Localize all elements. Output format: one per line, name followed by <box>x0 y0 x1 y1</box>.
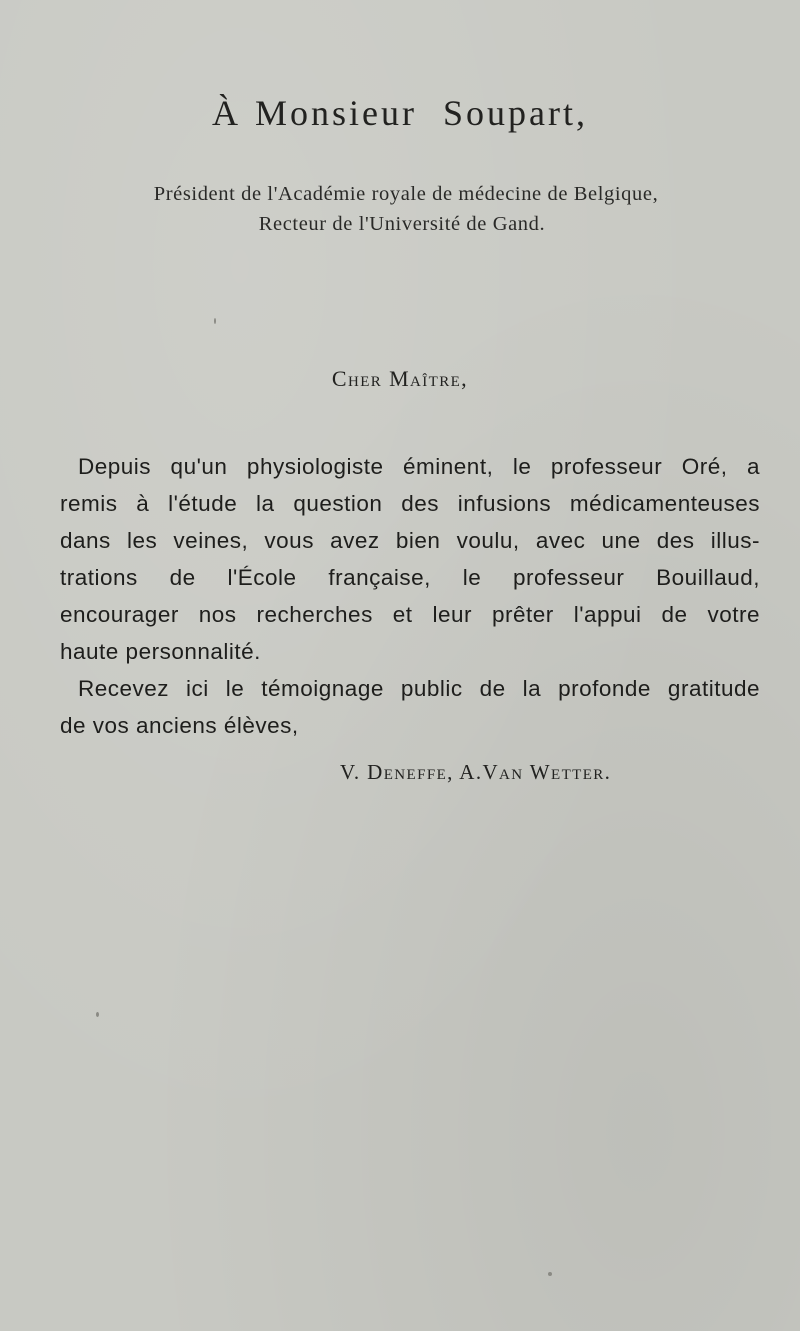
paragraph-2-line: de vos anciens élèves, <box>60 713 299 738</box>
letter-body <box>60 448 760 744</box>
dedication-name-last: Soupart, <box>443 93 588 133</box>
paper-speck <box>96 1012 99 1017</box>
dedication-name-first: Monsieur <box>255 93 417 133</box>
paragraph-1-line: dans les veines, vous avez bien voulu, avec une des illus- <box>60 528 760 553</box>
paper-speck <box>548 1272 552 1276</box>
paragraph-2-line: Recevez ici le témoignage public de la profonde gratitude <box>78 676 760 701</box>
affiliation-line-1: Président de l'Académie royale de médecine de Belgique, <box>153 183 659 205</box>
paragraph-1-line: trations de l'École française, le professeur Bouillaud, <box>60 565 760 590</box>
paragraph-1-line: Depuis qu'un physiologiste éminent, le professeur Oré, a <box>78 454 760 479</box>
dedication-prefix: À <box>212 93 241 133</box>
affiliation-line-2: Recteur de l'Université de Gand. <box>258 213 546 235</box>
paper-speck <box>214 318 216 324</box>
paragraph-1-line: encourager nos recherches et leur prêter l'appui de votre <box>60 602 760 627</box>
paragraph-1-line: remis à l'étude la question des infusions médicamenteuses <box>60 491 760 516</box>
signature: V. Deneffe, A.Van Wetter. <box>340 760 612 784</box>
paragraph-1-line: haute personnalité. <box>60 639 261 664</box>
dedication-heading <box>0 92 800 134</box>
salutation: Cher Maître, <box>331 366 469 391</box>
